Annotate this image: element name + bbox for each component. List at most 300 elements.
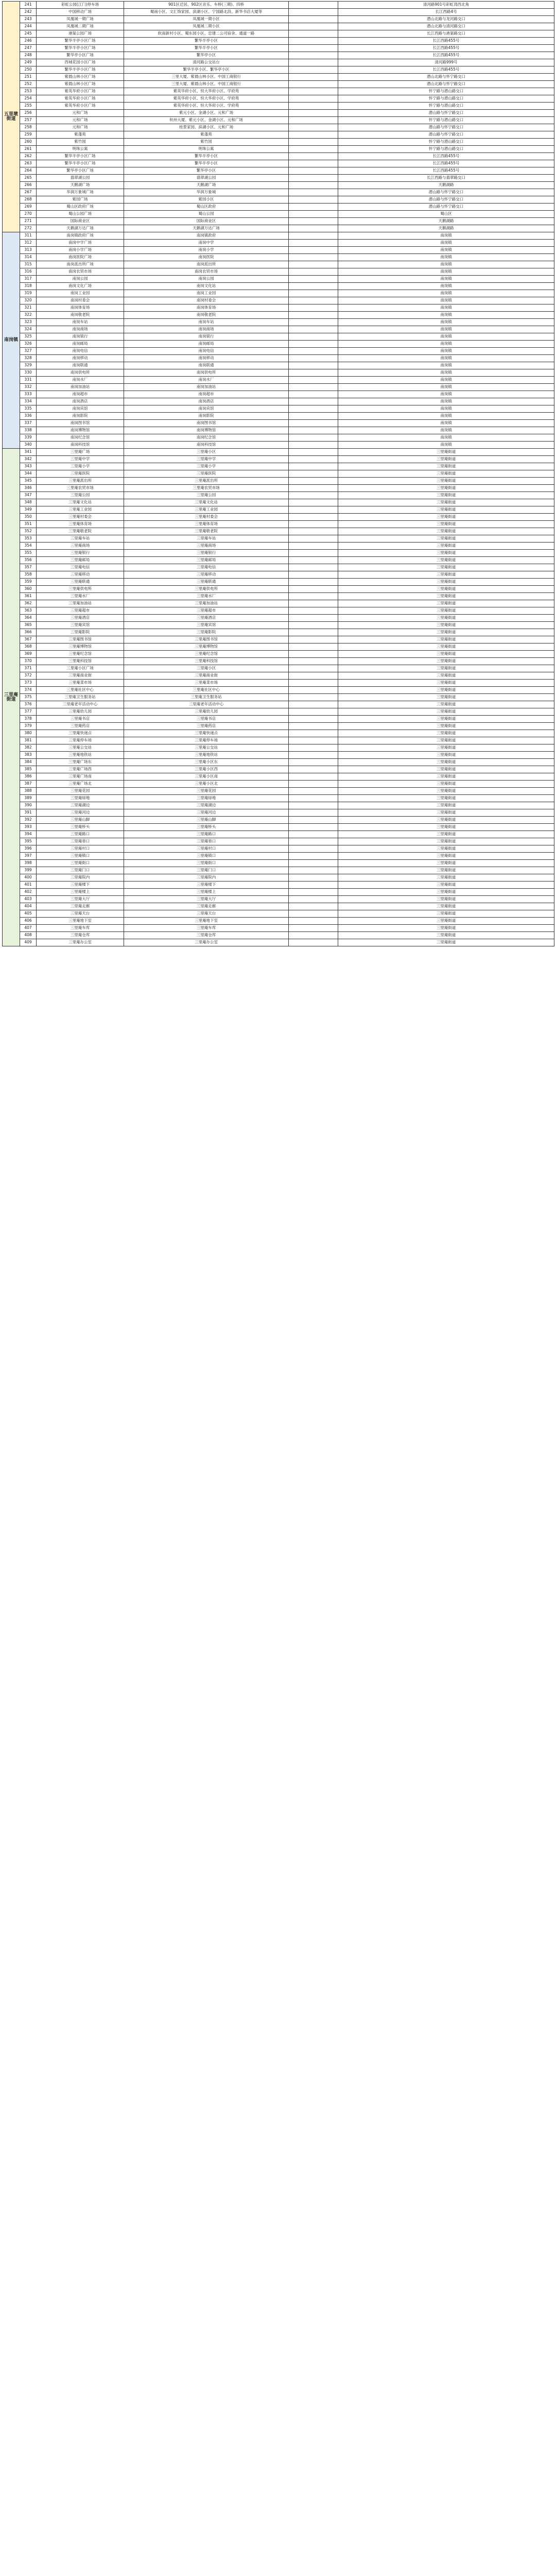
site-name: 紫蓬苑 (37, 131, 124, 139)
site-extra (289, 254, 338, 261)
site-name: 凤凰城二期广场 (37, 23, 124, 30)
site-name: 三里庵街口 (37, 860, 124, 867)
coverage-area: 三里庵移动 (124, 571, 289, 579)
site-name: 三里庵河边 (37, 809, 124, 817)
table-row (3, 874, 554, 882)
table-row (3, 160, 554, 167)
site-address: 三里庵街道 (338, 737, 554, 744)
row-number: 395 (20, 838, 37, 845)
site-extra (289, 45, 338, 52)
site-name: 三里庵卫生服务站 (37, 694, 124, 701)
coverage-area: 三里庵宾馆 (124, 622, 289, 629)
coverage-area: 三里庵酒店 (124, 615, 289, 622)
site-name: 三里庵天台 (37, 910, 124, 918)
row-number: 369 (20, 651, 37, 658)
site-name: 三里庵联通 (37, 579, 124, 586)
site-extra (289, 38, 338, 45)
row-number: 348 (20, 499, 37, 506)
table-row (3, 405, 554, 413)
coverage-area: 凤凰城一期小区 (124, 16, 289, 23)
site-name: 三里庵广场 (37, 449, 124, 456)
table-row (3, 485, 554, 492)
table-row (3, 139, 554, 146)
table-row (3, 730, 554, 737)
row-number: 366 (20, 629, 37, 636)
site-address: 怀宁路与潜山路交口 (338, 146, 554, 153)
table-row (3, 247, 554, 254)
row-number: 252 (20, 81, 37, 88)
site-address: 三里庵街道 (338, 910, 554, 918)
site-name: 繁华亭小区广场 (37, 167, 124, 175)
table-row (3, 845, 554, 853)
site-name: 紫英华府小区广场 (37, 95, 124, 103)
table-row (3, 59, 554, 66)
row-number: 326 (20, 341, 37, 348)
site-address: 潜山路与怀宁路交口 (338, 124, 554, 131)
table-row (3, 723, 554, 730)
site-name: 三里庵车站 (37, 535, 124, 543)
site-name: 繁华半亭小区广场 (37, 66, 124, 74)
site-address: 潜山路与怀宁路交口 (338, 196, 554, 204)
row-number: 328 (20, 355, 37, 362)
site-extra (289, 788, 338, 795)
row-number: 337 (20, 420, 37, 427)
site-name: 三里庵院内 (37, 874, 124, 882)
site-address: 南岗镇 (338, 369, 554, 377)
row-number: 333 (20, 391, 37, 398)
table-row (3, 600, 554, 607)
coverage-area: 三里庵快递点 (124, 730, 289, 737)
coverage-area: 三里庵供电所 (124, 586, 289, 593)
table-row (3, 420, 554, 427)
site-name: 南岗水厂 (37, 377, 124, 384)
site-name: 三里庵山脚 (37, 817, 124, 824)
coverage-area: 三里庵公交站 (124, 744, 289, 752)
row-number: 378 (20, 716, 37, 723)
row-number: 344 (20, 470, 37, 478)
coverage-area: 三里庵山脚 (124, 817, 289, 824)
coverage-area: 三里庵卫生服务站 (124, 694, 289, 701)
site-address: 三里庵街道 (338, 882, 554, 889)
table-row (3, 326, 554, 333)
coverage-area: 三里庵纪念馆 (124, 651, 289, 658)
coverage-area: 南岗酒店 (124, 398, 289, 405)
site-address: 怀宁路与潜山路交口 (338, 88, 554, 95)
site-name: 三里庵博物馆 (37, 643, 124, 651)
site-name: 南岗移动 (37, 355, 124, 362)
row-number: 246 (20, 38, 37, 45)
site-extra (289, 759, 338, 766)
site-name: 三里庵小区广场 (37, 665, 124, 672)
site-extra (289, 781, 338, 788)
site-extra (289, 845, 338, 853)
coverage-area: 三里庵体育场 (124, 521, 289, 528)
table-row (3, 593, 554, 600)
coverage-area: 三里庵派出所 (124, 478, 289, 485)
site-extra (289, 672, 338, 680)
site-extra (289, 413, 338, 420)
table-row (3, 586, 554, 593)
site-address: 长江西路455号 (338, 153, 554, 160)
site-name: 三里庵停车场 (37, 737, 124, 744)
coverage-area: 三里庵楼下 (124, 882, 289, 889)
row-number: 409 (20, 939, 37, 946)
coverage-area: 三里庵小学 (124, 463, 289, 470)
coverage-area: 杭州大厦、紫元小区、金湖小区、元和广场 (124, 117, 289, 124)
site-name: 南岗文化广场 (37, 283, 124, 290)
site-extra (289, 355, 338, 362)
table-row (3, 16, 554, 23)
site-name: 南岗纪念馆 (37, 434, 124, 442)
site-extra (289, 708, 338, 716)
site-address: 南岗镇 (338, 283, 554, 290)
table-row (3, 824, 554, 831)
site-address: 南岗镇 (338, 391, 554, 398)
coverage-area: 翡翠湖公园 (124, 175, 289, 182)
coverage-area: 三里庵加油站 (124, 600, 289, 607)
table-row (3, 903, 554, 910)
row-number: 393 (20, 824, 37, 831)
table-row (3, 117, 554, 124)
site-name: 三里庵快递点 (37, 730, 124, 737)
table-row (3, 304, 554, 312)
table-row (3, 896, 554, 903)
row-number: 377 (20, 708, 37, 716)
site-address: 三里庵街道 (338, 593, 554, 600)
site-name: 三里庵水厂 (37, 593, 124, 600)
site-address: 三里庵街道 (338, 766, 554, 773)
site-name: 紫晨山林小区广场 (37, 74, 124, 81)
site-name: 南岗商场 (37, 326, 124, 333)
coverage-area: 紫英华府小区、恒大华府小区、学府苑 (124, 103, 289, 110)
row-number: 383 (20, 752, 37, 759)
site-extra (289, 802, 338, 809)
row-number: 390 (20, 802, 37, 809)
coverage-area: 南岗体育场 (124, 304, 289, 312)
row-number: 319 (20, 290, 37, 297)
table-row (3, 528, 554, 535)
site-address: 南岗镇 (338, 434, 554, 442)
site-address: 三里庵街道 (338, 730, 554, 737)
site-name: 繁华半亭小区广场 (37, 45, 124, 52)
site-extra (289, 131, 338, 139)
table-row (3, 254, 554, 261)
table-row (3, 759, 554, 766)
row-number: 253 (20, 88, 37, 95)
table-row (3, 413, 554, 420)
coverage-area: 三里庵文化站 (124, 499, 289, 506)
coverage-area: 国际商业区 (124, 218, 289, 225)
coverage-area: 三里庵图书馆 (124, 636, 289, 643)
table-row (3, 391, 554, 398)
coverage-area: 软南新村小区、蜀东园小区、忠建二公司宿舍、通道一路 (124, 30, 289, 38)
row-number: 354 (20, 543, 37, 550)
site-extra (289, 680, 338, 687)
row-number: 330 (20, 369, 37, 377)
row-number: 327 (20, 348, 37, 355)
row-number: 397 (20, 853, 37, 860)
section-label: 三里庵街道 (3, 449, 20, 946)
site-extra (289, 903, 338, 910)
site-address: 三里庵街道 (338, 463, 554, 470)
site-extra (289, 103, 338, 110)
table-row (3, 571, 554, 579)
table-row (3, 175, 554, 182)
site-address: 三里庵街道 (338, 564, 554, 571)
site-name: 繁华亭小区广场 (37, 52, 124, 59)
coverage-area: 三里庵超市 (124, 607, 289, 615)
coverage-area: 三里庵幼儿园 (124, 708, 289, 716)
site-name: 三里庵巷口 (37, 838, 124, 845)
site-extra (289, 643, 338, 651)
coverage-area: 三里庵街口 (124, 860, 289, 867)
table-row (3, 867, 554, 874)
site-extra (289, 117, 338, 124)
site-name: 三里庵工业园 (37, 506, 124, 514)
site-extra (289, 622, 338, 629)
coverage-area: 三里庵社区中心 (124, 687, 289, 694)
table-row (3, 939, 554, 946)
row-number: 268 (20, 196, 37, 204)
row-number: 358 (20, 571, 37, 579)
row-number: 325 (20, 333, 37, 341)
coverage-area: 南岗车站 (124, 319, 289, 326)
coverage-area: 紫竹园 (124, 139, 289, 146)
site-name: 三里庵社区中心 (37, 687, 124, 694)
site-address: 怀宁路与潜山路交口 (338, 139, 554, 146)
table-row (3, 312, 554, 319)
site-extra (289, 23, 338, 30)
site-extra (289, 304, 338, 312)
row-number: 401 (20, 882, 37, 889)
table-row (3, 564, 554, 571)
row-number: 347 (20, 492, 37, 499)
site-extra (289, 341, 338, 348)
row-number: 321 (20, 304, 37, 312)
site-address: 三里庵街道 (338, 701, 554, 708)
site-extra (289, 564, 338, 571)
site-extra (289, 528, 338, 535)
site-extra (289, 110, 338, 117)
coverage-area: 南岗影院 (124, 413, 289, 420)
coverage-area: 南岗医院 (124, 254, 289, 261)
site-address: 南岗镇 (338, 405, 554, 413)
coverage-area: 三里庵绿地 (124, 795, 289, 802)
row-number: 404 (20, 903, 37, 910)
site-address: 南岗镇 (338, 348, 554, 355)
site-address: 三里庵街道 (338, 824, 554, 831)
site-extra (289, 175, 338, 182)
row-number: 324 (20, 326, 37, 333)
site-extra (289, 896, 338, 903)
table-row (3, 773, 554, 781)
site-address: 三里庵街道 (338, 629, 554, 636)
site-name: 三里庵纪念馆 (37, 651, 124, 658)
table-row (3, 283, 554, 290)
table-row (3, 362, 554, 369)
row-number: 371 (20, 665, 37, 672)
coverage-area: 三里庵小区 (124, 665, 289, 672)
site-address: 南岗镇 (338, 355, 554, 362)
coverage-area: 南岗农贸市场 (124, 268, 289, 276)
site-address: 南岗镇 (338, 442, 554, 449)
row-number: 359 (20, 579, 37, 586)
table-row (3, 492, 554, 499)
table-row (3, 463, 554, 470)
site-address: 南岗镇 (338, 304, 554, 312)
table-row (3, 802, 554, 809)
site-address: 南岗镇 (338, 276, 554, 283)
coverage-area: 三里庵科技馆 (124, 658, 289, 665)
site-name: 三里庵仓库 (37, 932, 124, 939)
table-row (3, 124, 554, 131)
table-row (3, 636, 554, 643)
site-name: 三里庵村委会 (37, 514, 124, 521)
coverage-area: 繁华亭小区 (124, 52, 289, 59)
site-extra (289, 932, 338, 939)
row-number: 245 (20, 30, 37, 38)
site-address: 三里庵街道 (338, 600, 554, 607)
coverage-area: 南岗邮局 (124, 341, 289, 348)
site-extra (289, 59, 338, 66)
table-row (3, 781, 554, 788)
coverage-area: 三里庵邮局 (124, 557, 289, 564)
table-row (3, 795, 554, 802)
site-address: 长江西路455号 (338, 160, 554, 167)
site-name: 三里庵供电所 (37, 586, 124, 593)
site-address: 三里庵街道 (338, 521, 554, 528)
row-number: 394 (20, 831, 37, 838)
coverage-area: 三里庵小区北 (124, 781, 289, 788)
table-row (3, 672, 554, 680)
table-row (3, 752, 554, 759)
site-name: 三里庵湖边 (37, 802, 124, 809)
table-row (3, 110, 554, 117)
row-number: 356 (20, 557, 37, 564)
site-extra (289, 276, 338, 283)
site-extra (289, 211, 338, 218)
site-name: 天鹅湖万达广场 (37, 225, 124, 232)
site-address: 三里庵街道 (338, 809, 554, 817)
site-name: 三里庵文化站 (37, 499, 124, 506)
table-row (3, 932, 554, 939)
site-address: 三里庵街道 (338, 485, 554, 492)
site-extra (289, 348, 338, 355)
site-extra (289, 189, 338, 196)
site-extra (289, 658, 338, 665)
coverage-area: 三里庵巷口 (124, 838, 289, 845)
coverage-area: 三里大厦、紫晨山林小区、中国工商银行 (124, 81, 289, 88)
site-address: 南岗镇 (338, 312, 554, 319)
coverage-area: 三里庵联通 (124, 579, 289, 586)
site-extra (289, 362, 338, 369)
row-number: 248 (20, 52, 37, 59)
site-name: 港渠公园广场 (37, 30, 124, 38)
row-number: 259 (20, 131, 37, 139)
site-extra (289, 139, 338, 146)
row-number: 335 (20, 405, 37, 413)
table-row (3, 817, 554, 824)
row-number: 270 (20, 211, 37, 218)
coverage-area: 三里庵电信 (124, 564, 289, 571)
row-number: 373 (20, 680, 37, 687)
site-extra (289, 701, 338, 708)
table-row (3, 434, 554, 442)
coverage-area: 三里庵桥头 (124, 824, 289, 831)
table-row (3, 196, 554, 204)
table-row (3, 88, 554, 95)
row-number: 402 (20, 889, 37, 896)
site-address: 长江西路4号 (338, 9, 554, 16)
site-extra (289, 571, 338, 579)
site-name: 紫英华府小区广场 (37, 88, 124, 95)
table-row (3, 882, 554, 889)
site-name: 蜀山公园广场 (37, 211, 124, 218)
site-extra (289, 795, 338, 802)
site-address: 南岗镇 (338, 377, 554, 384)
site-name: 三里庵移动 (37, 571, 124, 579)
coverage-area: 901区迁居、902区音乐、车桥(三期)、四桥 (124, 2, 289, 9)
site-extra (289, 434, 338, 442)
site-name: 三里庵广场北 (37, 781, 124, 788)
site-extra (289, 737, 338, 744)
row-number: 370 (20, 658, 37, 665)
site-address: 南岗镇 (338, 413, 554, 420)
table-row (3, 240, 554, 247)
row-number: 256 (20, 110, 37, 117)
site-name: 紫竹园 (37, 139, 124, 146)
site-name: 国际商业区 (37, 218, 124, 225)
site-address: 怀宁路与潜山路交口 (338, 95, 554, 103)
coverage-area: 三里庵湖边 (124, 802, 289, 809)
site-extra (289, 88, 338, 95)
site-name: 三里庵公交站 (37, 744, 124, 752)
site-extra (289, 853, 338, 860)
coverage-area: 三里庵花园 (124, 788, 289, 795)
coverage-area: 三里庵办公室 (124, 939, 289, 946)
table-row (3, 95, 554, 103)
site-address: 三里庵街道 (338, 853, 554, 860)
site-address: 三里庵街道 (338, 543, 554, 550)
site-name: 三里庵图书馆 (37, 636, 124, 643)
site-extra (289, 297, 338, 304)
site-address: 三里庵街道 (338, 694, 554, 701)
site-extra (289, 744, 338, 752)
site-address: 三里庵街道 (338, 535, 554, 543)
coverage-area: 繁华半亭小区 (124, 45, 289, 52)
site-address: 三里庵街道 (338, 903, 554, 910)
site-extra (289, 939, 338, 946)
coverage-area: 三里庵镇口 (124, 853, 289, 860)
site-address: 南岗镇 (338, 261, 554, 268)
table-row (3, 218, 554, 225)
site-name: 三里庵书店 (37, 716, 124, 723)
table-row (3, 268, 554, 276)
row-number: 357 (20, 564, 37, 571)
row-number: 250 (20, 66, 37, 74)
table-row (3, 550, 554, 557)
site-name: 三里庵公园 (37, 492, 124, 499)
site-address: 三里庵街道 (338, 723, 554, 730)
table-row (3, 622, 554, 629)
row-number: 400 (20, 874, 37, 882)
site-extra (289, 586, 338, 593)
coverage-area: 南岗派出所 (124, 261, 289, 268)
section-label: 南岗镇 (3, 232, 20, 449)
table-row (3, 579, 554, 586)
site-name: 三里庵加油站 (37, 600, 124, 607)
site-extra (289, 81, 338, 88)
